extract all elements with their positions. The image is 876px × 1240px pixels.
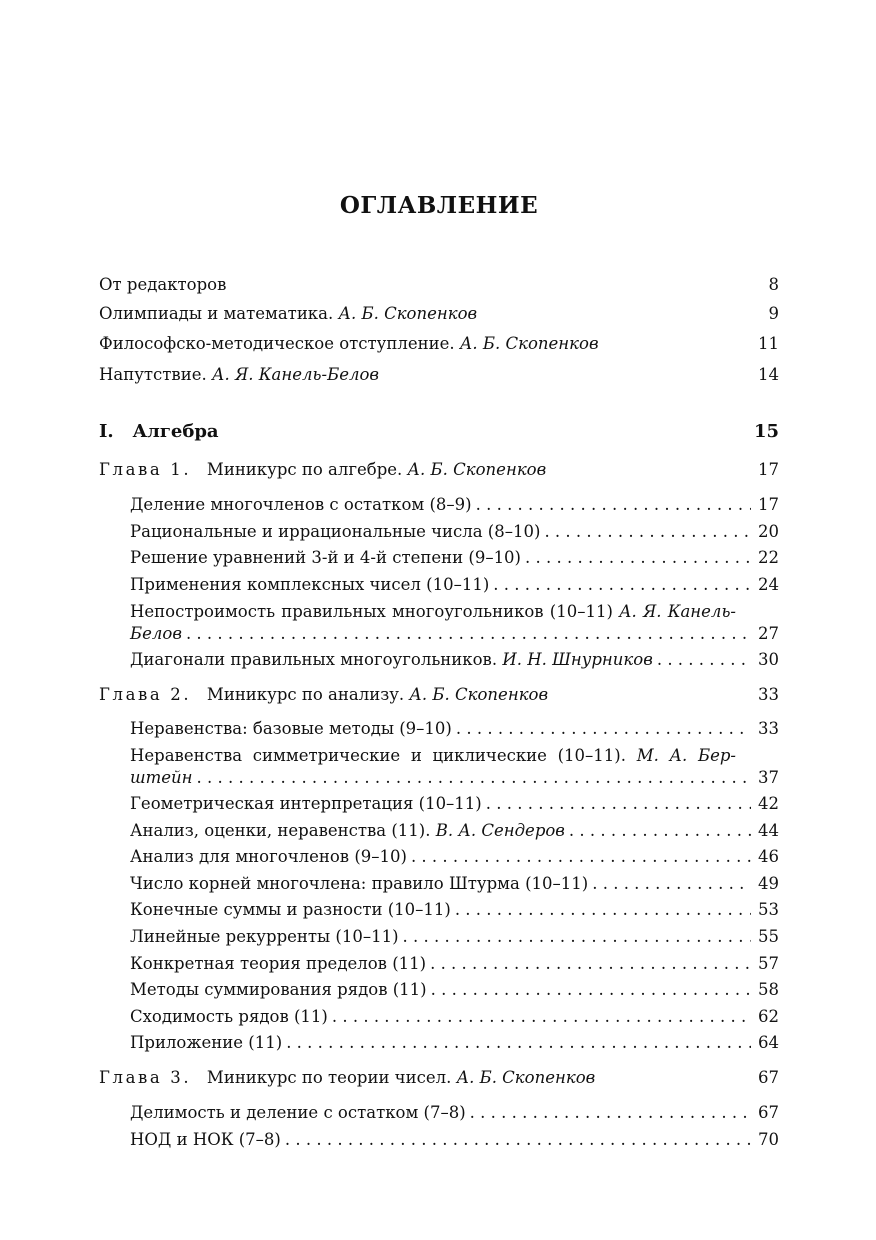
toc-section[interactable] xyxy=(130,1031,779,1055)
leader-dots xyxy=(544,520,751,544)
leader-dots xyxy=(411,845,751,869)
chapter-author: А. Б. Скопенков xyxy=(407,460,547,479)
section-title: Число корней многочлена: правило Штурма (10–11) xyxy=(130,874,589,893)
page-number: 64 xyxy=(758,1033,779,1052)
section-author: Белов xyxy=(130,624,182,643)
entry-author: А. Я. Канель-Белов xyxy=(211,365,380,384)
toc-section[interactable] xyxy=(130,819,779,843)
leader-dots xyxy=(285,1128,751,1152)
section-title: Конкретная теория пределов (11) xyxy=(130,954,427,973)
leader-dots xyxy=(186,622,751,646)
page-number: 55 xyxy=(758,927,779,946)
toc-section[interactable] xyxy=(130,573,779,597)
chapter-title: Миникурс по анализу. xyxy=(206,685,405,704)
leader-dots xyxy=(525,546,751,570)
section-title: Решение уравнений 3-й и 4-й степени (9–10) xyxy=(130,548,521,567)
page-number: 58 xyxy=(758,980,779,999)
chapter-author: А. Б. Скопенков xyxy=(456,1068,596,1087)
section-author: А. Я. Канель- xyxy=(619,602,737,621)
page-number: 27 xyxy=(758,624,779,643)
page-number: 70 xyxy=(758,1130,779,1149)
toc-section[interactable] xyxy=(130,952,779,976)
section-title: НОД и НОК (7–8) xyxy=(130,1130,281,1149)
section-author: В. А. Сендеров xyxy=(435,821,565,840)
section-title: Сходимость рядов (11) xyxy=(130,1007,328,1026)
toc-section[interactable] xyxy=(130,1101,779,1125)
page-number: 49 xyxy=(758,874,779,893)
toc-entry[interactable] xyxy=(99,302,779,326)
chapter-label: Глава 3. xyxy=(99,1068,192,1087)
section-title: Конечные суммы и разности (10–11) xyxy=(130,900,451,919)
section-title: Геометрическая интерпретация (10–11) xyxy=(130,794,482,813)
toc-section[interactable] xyxy=(130,1128,779,1152)
chapter-title: Миникурс по теории чисел. xyxy=(206,1068,452,1087)
entry-title: От редакторов xyxy=(99,275,227,294)
entry-title: Напутствие. xyxy=(99,365,207,384)
entry-author: А. Б. Скопенков xyxy=(338,304,478,323)
section-title: Неравенства симметрические и циклические (10–11). xyxy=(130,746,626,765)
toc-entry[interactable] xyxy=(99,273,779,297)
section-title: Рациональные и иррациональные числа (8–10) xyxy=(130,522,541,541)
leader-dots xyxy=(332,1005,751,1029)
page-number: 22 xyxy=(758,548,779,567)
toc-section[interactable] xyxy=(130,546,779,570)
leader-dots xyxy=(286,1031,751,1055)
page-number: 67 xyxy=(758,1103,779,1122)
leader-dots xyxy=(493,573,751,597)
page-number: 8 xyxy=(768,275,779,294)
page-number: 37 xyxy=(758,768,779,787)
toc-section[interactable] xyxy=(130,872,779,896)
page-number: 44 xyxy=(758,821,779,840)
page-number: 15 xyxy=(753,421,779,442)
toc-chapter[interactable] xyxy=(99,458,779,482)
page-number: 9 xyxy=(768,304,779,323)
section-title: Неравенства: базовые методы (9–10) xyxy=(130,719,452,738)
toc-section[interactable] xyxy=(130,1005,779,1029)
page-number: 62 xyxy=(758,1007,779,1026)
section-title: Приложение (11) xyxy=(130,1033,283,1052)
leader-dots xyxy=(431,978,751,1002)
page-number: 57 xyxy=(758,954,779,973)
toc-section-line1[interactable] xyxy=(130,600,736,624)
leader-dots xyxy=(476,493,751,517)
entry-title: Олимпиады и математика. xyxy=(99,304,334,323)
section-title: Линейные рекурренты (10–11) xyxy=(130,927,399,946)
page-number: 33 xyxy=(758,685,779,704)
section-author: штейн xyxy=(130,768,193,787)
leader-dots xyxy=(592,872,751,896)
page-number: 20 xyxy=(758,522,779,541)
toc-section[interactable] xyxy=(130,648,779,672)
page-number: 42 xyxy=(758,794,779,813)
leader-dots xyxy=(657,648,751,672)
leader-dots xyxy=(486,792,751,816)
toc-section[interactable] xyxy=(130,792,779,816)
entry-title: Философско-методическое отступление. xyxy=(99,334,455,353)
chapter-label: Глава 2. xyxy=(99,685,192,704)
section-title: Анализ для многочленов (9–10) xyxy=(130,847,407,866)
part-number: I. xyxy=(99,421,114,442)
toc-part[interactable] xyxy=(99,420,779,444)
page-number: 46 xyxy=(758,847,779,866)
section-title: Применения комплексных чисел (10–11) xyxy=(130,575,490,594)
page-number: 53 xyxy=(758,900,779,919)
leader-dots xyxy=(470,1101,751,1125)
leader-dots xyxy=(569,819,751,843)
toc-section[interactable] xyxy=(130,925,779,949)
chapter-label: Глава 1. xyxy=(99,460,192,479)
toc-entry[interactable] xyxy=(99,363,779,387)
toc-section[interactable] xyxy=(130,717,779,741)
entry-author: А. Б. Скопенков xyxy=(459,334,599,353)
leader-dots xyxy=(197,766,751,790)
leader-dots xyxy=(455,898,751,922)
toc-section[interactable] xyxy=(130,493,779,517)
page-number: 17 xyxy=(758,495,779,514)
page-number: 67 xyxy=(758,1068,779,1087)
toc-section[interactable] xyxy=(130,622,779,646)
page-number: 14 xyxy=(758,365,779,384)
toc-section-line1[interactable] xyxy=(130,744,736,768)
section-title: Делимость и деление с остатком (7–8) xyxy=(130,1103,466,1122)
section-title: Диагонали правильных многоугольников. xyxy=(130,650,498,669)
page-number: 24 xyxy=(758,575,779,594)
toc-section[interactable] xyxy=(130,766,779,790)
toc-section[interactable] xyxy=(130,845,779,869)
leader-dots xyxy=(430,952,751,976)
toc-section[interactable] xyxy=(130,898,779,922)
toc-chapter[interactable] xyxy=(99,683,779,707)
leader-dots xyxy=(456,717,751,741)
toc-section[interactable] xyxy=(130,978,779,1002)
chapter-title: Миникурс по алгебре. xyxy=(206,460,403,479)
toc-entry[interactable] xyxy=(99,332,779,356)
chapter-author: А. Б. Скопенков xyxy=(409,685,549,704)
section-author: М. А. Бер- xyxy=(636,746,736,765)
section-title: Деление многочленов с остатком (8–9) xyxy=(130,495,472,514)
page-number: 30 xyxy=(758,650,779,669)
section-title: Анализ, оценки, неравенства (11). xyxy=(130,821,431,840)
page-number: 33 xyxy=(758,719,779,738)
page-number: 17 xyxy=(758,460,779,479)
section-author: И. Н. Шнурников xyxy=(502,650,653,669)
section-title: Методы суммирования рядов (11) xyxy=(130,980,427,999)
part-title: Алгебра xyxy=(132,421,219,442)
section-title: Непостроимость правильных многоугольников (10–11) xyxy=(130,602,613,621)
leader-dots xyxy=(403,925,751,949)
toc-chapter[interactable] xyxy=(99,1066,779,1090)
toc-section[interactable] xyxy=(130,520,779,544)
page-title: ОГЛАВЛЕНИЕ xyxy=(339,192,539,219)
page-number: 11 xyxy=(758,334,779,353)
